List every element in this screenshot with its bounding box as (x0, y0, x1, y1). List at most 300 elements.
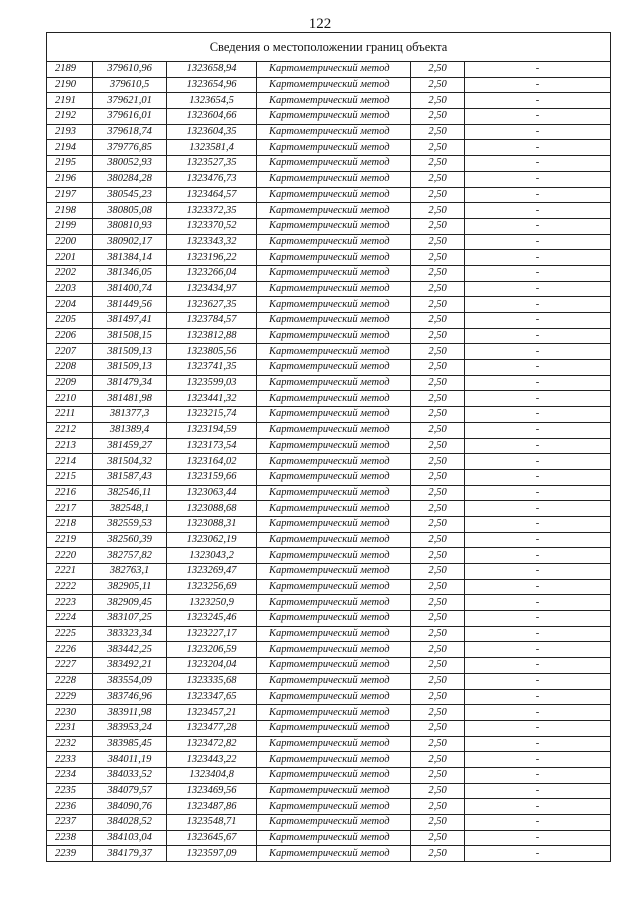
description-cell: - (465, 626, 611, 642)
description-cell: - (465, 736, 611, 752)
coordinate-x-cell: 381449,56 (93, 297, 167, 313)
table-row (47, 124, 611, 140)
description-cell: - (465, 611, 611, 627)
method-cell: Картометрический метод (257, 422, 411, 438)
point-number-cell: 2222 (47, 579, 93, 595)
description-cell: - (465, 313, 611, 329)
coordinate-x-cell: 384179,37 (93, 846, 167, 862)
method-cell: Картометрический метод (257, 767, 411, 783)
description-cell: - (465, 93, 611, 109)
coordinate-x-cell: 379610,96 (93, 62, 167, 78)
table-row (47, 218, 611, 234)
point-number-cell: 2207 (47, 344, 93, 360)
table-row (47, 626, 611, 642)
description-cell: - (465, 767, 611, 783)
coordinate-y-cell: 1323464,57 (167, 187, 257, 203)
coordinate-x-cell: 384033,52 (93, 767, 167, 783)
coordinate-y-cell: 1323335,68 (167, 673, 257, 689)
point-number-cell: 2197 (47, 187, 93, 203)
table-row (47, 783, 611, 799)
point-number-cell: 2220 (47, 548, 93, 564)
description-cell: - (465, 501, 611, 517)
accuracy-cell: 2,50 (411, 281, 465, 297)
accuracy-cell: 2,50 (411, 77, 465, 93)
point-number-cell: 2205 (47, 313, 93, 329)
coordinate-y-cell: 1323441,32 (167, 391, 257, 407)
description-cell: - (465, 720, 611, 736)
coordinate-x-cell: 380052,93 (93, 156, 167, 172)
description-cell: - (465, 344, 611, 360)
method-cell: Картометрический метод (257, 109, 411, 125)
description-cell: - (465, 140, 611, 156)
coordinate-x-cell: 383554,09 (93, 673, 167, 689)
accuracy-cell: 2,50 (411, 454, 465, 470)
coordinate-y-cell: 1323347,65 (167, 689, 257, 705)
point-number-cell: 2206 (47, 328, 93, 344)
description-cell: - (465, 564, 611, 580)
table-row (47, 203, 611, 219)
point-number-cell: 2237 (47, 815, 93, 831)
coordinate-y-cell: 1323245,46 (167, 611, 257, 627)
point-number-cell: 2218 (47, 516, 93, 532)
table-row (47, 532, 611, 548)
accuracy-cell: 2,50 (411, 124, 465, 140)
coordinate-y-cell: 1323627,35 (167, 297, 257, 313)
coordinate-y-cell: 1323063,44 (167, 485, 257, 501)
coordinate-y-cell: 1323404,8 (167, 767, 257, 783)
accuracy-cell: 2,50 (411, 658, 465, 674)
coordinate-x-cell: 382560,39 (93, 532, 167, 548)
description-cell: - (465, 815, 611, 831)
method-cell: Картометрический метод (257, 720, 411, 736)
description-cell: - (465, 156, 611, 172)
accuracy-cell: 2,50 (411, 532, 465, 548)
description-cell: - (465, 438, 611, 454)
coordinate-y-cell: 1323654,96 (167, 77, 257, 93)
method-cell: Картометрический метод (257, 626, 411, 642)
method-cell: Картометрический метод (257, 815, 411, 831)
table-row (47, 171, 611, 187)
accuracy-cell: 2,50 (411, 265, 465, 281)
accuracy-cell: 2,50 (411, 626, 465, 642)
table-row (47, 234, 611, 250)
table-row (47, 485, 611, 501)
coordinate-x-cell: 381400,74 (93, 281, 167, 297)
method-cell: Картометрический метод (257, 799, 411, 815)
coordinate-y-cell: 1323457,21 (167, 705, 257, 721)
accuracy-cell: 2,50 (411, 422, 465, 438)
coordinate-x-cell: 383107,25 (93, 611, 167, 627)
description-cell: - (465, 830, 611, 846)
coordinate-y-cell: 1323654,5 (167, 93, 257, 109)
description-cell: - (465, 846, 611, 862)
coordinate-x-cell: 381481,98 (93, 391, 167, 407)
coordinate-y-cell: 1323527,35 (167, 156, 257, 172)
table-title: Сведения о местоположении границ объекта (47, 33, 611, 62)
accuracy-cell: 2,50 (411, 689, 465, 705)
table-row (47, 297, 611, 313)
point-number-cell: 2230 (47, 705, 93, 721)
coordinate-x-cell: 381389,4 (93, 422, 167, 438)
coordinate-y-cell: 1323805,56 (167, 344, 257, 360)
accuracy-cell: 2,50 (411, 815, 465, 831)
accuracy-cell: 2,50 (411, 203, 465, 219)
table-title-row (47, 33, 611, 62)
description-cell: - (465, 124, 611, 140)
coordinate-x-cell: 381508,15 (93, 328, 167, 344)
method-cell: Картометрический метод (257, 783, 411, 799)
method-cell: Картометрический метод (257, 140, 411, 156)
method-cell: Картометрический метод (257, 250, 411, 266)
coordinate-x-cell: 379618,74 (93, 124, 167, 140)
accuracy-cell: 2,50 (411, 297, 465, 313)
coordinate-x-cell: 382763,1 (93, 564, 167, 580)
table-row (47, 705, 611, 721)
method-cell: Картометрический метод (257, 360, 411, 376)
accuracy-cell: 2,50 (411, 171, 465, 187)
accuracy-cell: 2,50 (411, 391, 465, 407)
table-row (47, 579, 611, 595)
point-number-cell: 2216 (47, 485, 93, 501)
point-number-cell: 2223 (47, 595, 93, 611)
coordinate-x-cell: 384079,57 (93, 783, 167, 799)
accuracy-cell: 2,50 (411, 109, 465, 125)
description-cell: - (465, 516, 611, 532)
coordinate-x-cell: 381587,43 (93, 469, 167, 485)
method-cell: Картометрический метод (257, 532, 411, 548)
coordinate-y-cell: 1323343,32 (167, 234, 257, 250)
point-number-cell: 2200 (47, 234, 93, 250)
coordinate-x-cell: 380284,28 (93, 171, 167, 187)
table-row (47, 830, 611, 846)
table-row (47, 611, 611, 627)
coordinate-y-cell: 1323196,22 (167, 250, 257, 266)
description-cell: - (465, 783, 611, 799)
coordinate-y-cell: 1323548,71 (167, 815, 257, 831)
method-cell: Картометрический метод (257, 830, 411, 846)
accuracy-cell: 2,50 (411, 344, 465, 360)
table-row (47, 642, 611, 658)
table-row (47, 140, 611, 156)
method-cell: Картометрический метод (257, 407, 411, 423)
point-number-cell: 2224 (47, 611, 93, 627)
coordinate-x-cell: 381346,05 (93, 265, 167, 281)
accuracy-cell: 2,50 (411, 187, 465, 203)
description-cell: - (465, 62, 611, 78)
point-number-cell: 2231 (47, 720, 93, 736)
table-row (47, 109, 611, 125)
coordinate-x-cell: 381377,3 (93, 407, 167, 423)
coordinate-x-cell: 380805,08 (93, 203, 167, 219)
accuracy-cell: 2,50 (411, 799, 465, 815)
coordinate-y-cell: 1323269,47 (167, 564, 257, 580)
coordinate-y-cell: 1323372,35 (167, 203, 257, 219)
table-row (47, 548, 611, 564)
coordinate-x-cell: 383442,25 (93, 642, 167, 658)
coordinate-y-cell: 1323604,66 (167, 109, 257, 125)
description-cell: - (465, 454, 611, 470)
description-cell: - (465, 171, 611, 187)
point-number-cell: 2236 (47, 799, 93, 815)
description-cell: - (465, 705, 611, 721)
method-cell: Картометрический метод (257, 297, 411, 313)
accuracy-cell: 2,50 (411, 642, 465, 658)
coordinate-y-cell: 1323088,31 (167, 516, 257, 532)
method-cell: Картометрический метод (257, 281, 411, 297)
method-cell: Картометрический метод (257, 156, 411, 172)
accuracy-cell: 2,50 (411, 156, 465, 172)
point-number-cell: 2225 (47, 626, 93, 642)
accuracy-cell: 2,50 (411, 62, 465, 78)
table-row (47, 595, 611, 611)
coordinate-x-cell: 382905,11 (93, 579, 167, 595)
description-cell: - (465, 187, 611, 203)
description-cell: - (465, 532, 611, 548)
point-number-cell: 2208 (47, 360, 93, 376)
point-number-cell: 2211 (47, 407, 93, 423)
table-row (47, 815, 611, 831)
table-row (47, 767, 611, 783)
coordinate-y-cell: 1323599,03 (167, 375, 257, 391)
coordinate-x-cell: 384103,04 (93, 830, 167, 846)
table-row (47, 752, 611, 768)
coordinate-x-cell: 379621,01 (93, 93, 167, 109)
point-number-cell: 2191 (47, 93, 93, 109)
point-number-cell: 2227 (47, 658, 93, 674)
description-cell: - (465, 297, 611, 313)
coordinate-y-cell: 1323581,4 (167, 140, 257, 156)
point-number-cell: 2219 (47, 532, 93, 548)
table-row (47, 360, 611, 376)
accuracy-cell: 2,50 (411, 767, 465, 783)
accuracy-cell: 2,50 (411, 736, 465, 752)
method-cell: Картометрический метод (257, 313, 411, 329)
table-row (47, 501, 611, 517)
description-cell: - (465, 234, 611, 250)
table-row (47, 391, 611, 407)
method-cell: Картометрический метод (257, 736, 411, 752)
table-row (47, 187, 611, 203)
coordinate-x-cell: 384090,76 (93, 799, 167, 815)
coordinate-y-cell: 1323597,09 (167, 846, 257, 862)
coordinate-y-cell: 1323062,19 (167, 532, 257, 548)
point-number-cell: 2199 (47, 218, 93, 234)
accuracy-cell: 2,50 (411, 313, 465, 329)
point-number-cell: 2190 (47, 77, 93, 93)
point-number-cell: 2194 (47, 140, 93, 156)
table-row (47, 720, 611, 736)
description-cell: - (465, 281, 611, 297)
accuracy-cell: 2,50 (411, 705, 465, 721)
accuracy-cell: 2,50 (411, 234, 465, 250)
coordinate-y-cell: 1323476,73 (167, 171, 257, 187)
accuracy-cell: 2,50 (411, 720, 465, 736)
point-number-cell: 2198 (47, 203, 93, 219)
point-number-cell: 2202 (47, 265, 93, 281)
description-cell: - (465, 752, 611, 768)
method-cell: Картометрический метод (257, 705, 411, 721)
accuracy-cell: 2,50 (411, 752, 465, 768)
description-cell: - (465, 595, 611, 611)
accuracy-cell: 2,50 (411, 485, 465, 501)
method-cell: Картометрический метод (257, 658, 411, 674)
coordinate-y-cell: 1323215,74 (167, 407, 257, 423)
accuracy-cell: 2,50 (411, 579, 465, 595)
coordinate-y-cell: 1323204,04 (167, 658, 257, 674)
point-number-cell: 2192 (47, 109, 93, 125)
boundary-coordinates-table (46, 32, 611, 862)
point-number-cell: 2232 (47, 736, 93, 752)
coordinate-x-cell: 381497,41 (93, 313, 167, 329)
table-row (47, 689, 611, 705)
accuracy-cell: 2,50 (411, 501, 465, 517)
page-number: 122 (308, 16, 332, 32)
method-cell: Картометрический метод (257, 579, 411, 595)
method-cell: Картометрический метод (257, 62, 411, 78)
table-row (47, 564, 611, 580)
method-cell: Картометрический метод (257, 469, 411, 485)
accuracy-cell: 2,50 (411, 564, 465, 580)
coordinate-x-cell: 383323,34 (93, 626, 167, 642)
method-cell: Картометрический метод (257, 516, 411, 532)
table-row (47, 516, 611, 532)
table-row (47, 658, 611, 674)
method-cell: Картометрический метод (257, 501, 411, 517)
coordinate-x-cell: 381459,27 (93, 438, 167, 454)
accuracy-cell: 2,50 (411, 407, 465, 423)
coordinate-y-cell: 1323043,2 (167, 548, 257, 564)
coordinate-x-cell: 379610,5 (93, 77, 167, 93)
method-cell: Картометрический метод (257, 564, 411, 580)
coordinate-y-cell: 1323604,35 (167, 124, 257, 140)
accuracy-cell: 2,50 (411, 595, 465, 611)
table-row (47, 846, 611, 862)
coordinate-y-cell: 1323256,69 (167, 579, 257, 595)
method-cell: Картометрический метод (257, 375, 411, 391)
coordinate-x-cell: 381479,34 (93, 375, 167, 391)
accuracy-cell: 2,50 (411, 783, 465, 799)
coordinate-y-cell: 1323477,28 (167, 720, 257, 736)
table-row (47, 438, 611, 454)
coordinate-y-cell: 1323250,9 (167, 595, 257, 611)
point-number-cell: 2228 (47, 673, 93, 689)
point-number-cell: 2239 (47, 846, 93, 862)
table-row (47, 313, 611, 329)
point-number-cell: 2226 (47, 642, 93, 658)
accuracy-cell: 2,50 (411, 830, 465, 846)
accuracy-cell: 2,50 (411, 93, 465, 109)
description-cell: - (465, 109, 611, 125)
method-cell: Картометрический метод (257, 485, 411, 501)
coordinate-y-cell: 1323194,59 (167, 422, 257, 438)
point-number-cell: 2201 (47, 250, 93, 266)
point-number-cell: 2234 (47, 767, 93, 783)
coordinate-y-cell: 1323443,22 (167, 752, 257, 768)
method-cell: Картометрический метод (257, 328, 411, 344)
method-cell: Картометрический метод (257, 846, 411, 862)
method-cell: Картометрический метод (257, 218, 411, 234)
description-cell: - (465, 265, 611, 281)
accuracy-cell: 2,50 (411, 218, 465, 234)
accuracy-cell: 2,50 (411, 469, 465, 485)
point-number-cell: 2212 (47, 422, 93, 438)
point-number-cell: 2204 (47, 297, 93, 313)
description-cell: - (465, 642, 611, 658)
coordinate-x-cell: 383746,96 (93, 689, 167, 705)
coordinate-y-cell: 1323266,04 (167, 265, 257, 281)
description-cell: - (465, 360, 611, 376)
description-cell: - (465, 203, 611, 219)
point-number-cell: 2221 (47, 564, 93, 580)
description-cell: - (465, 799, 611, 815)
coordinate-x-cell: 379776,85 (93, 140, 167, 156)
coordinate-x-cell: 383911,98 (93, 705, 167, 721)
table-row (47, 799, 611, 815)
method-cell: Картометрический метод (257, 642, 411, 658)
coordinate-y-cell: 1323088,68 (167, 501, 257, 517)
description-cell: - (465, 77, 611, 93)
coordinate-y-cell: 1323472,82 (167, 736, 257, 752)
method-cell: Картометрический метод (257, 752, 411, 768)
table-row (47, 93, 611, 109)
description-cell: - (465, 469, 611, 485)
description-cell: - (465, 579, 611, 595)
accuracy-cell: 2,50 (411, 548, 465, 564)
coordinate-y-cell: 1323645,67 (167, 830, 257, 846)
description-cell: - (465, 391, 611, 407)
coordinate-y-cell: 1323741,35 (167, 360, 257, 376)
coordinate-x-cell: 380902,17 (93, 234, 167, 250)
coordinate-y-cell: 1323159,66 (167, 469, 257, 485)
point-number-cell: 2215 (47, 469, 93, 485)
table-row (47, 265, 611, 281)
table-body (47, 62, 611, 862)
point-number-cell: 2203 (47, 281, 93, 297)
description-cell: - (465, 673, 611, 689)
description-cell: - (465, 375, 611, 391)
method-cell: Картометрический метод (257, 203, 411, 219)
accuracy-cell: 2,50 (411, 360, 465, 376)
point-number-cell: 2214 (47, 454, 93, 470)
coordinate-y-cell: 1323812,88 (167, 328, 257, 344)
point-number-cell: 2209 (47, 375, 93, 391)
method-cell: Картометрический метод (257, 595, 411, 611)
coordinate-y-cell: 1323164,02 (167, 454, 257, 470)
coordinate-x-cell: 382559,53 (93, 516, 167, 532)
point-number-cell: 2233 (47, 752, 93, 768)
method-cell: Картометрический метод (257, 93, 411, 109)
coordinate-y-cell: 1323434,97 (167, 281, 257, 297)
point-number-cell: 2193 (47, 124, 93, 140)
table-row (47, 250, 611, 266)
method-cell: Картометрический метод (257, 344, 411, 360)
coordinate-x-cell: 384028,52 (93, 815, 167, 831)
accuracy-cell: 2,50 (411, 250, 465, 266)
point-number-cell: 2213 (47, 438, 93, 454)
coordinate-x-cell: 383985,45 (93, 736, 167, 752)
accuracy-cell: 2,50 (411, 438, 465, 454)
table-row (47, 375, 611, 391)
coordinate-x-cell: 381509,13 (93, 344, 167, 360)
description-cell: - (465, 658, 611, 674)
table-row (47, 469, 611, 485)
coordinate-x-cell: 383492,21 (93, 658, 167, 674)
coordinate-y-cell: 1323487,86 (167, 799, 257, 815)
table-row (47, 673, 611, 689)
coordinate-x-cell: 382546,11 (93, 485, 167, 501)
table-row (47, 407, 611, 423)
point-number-cell: 2189 (47, 62, 93, 78)
